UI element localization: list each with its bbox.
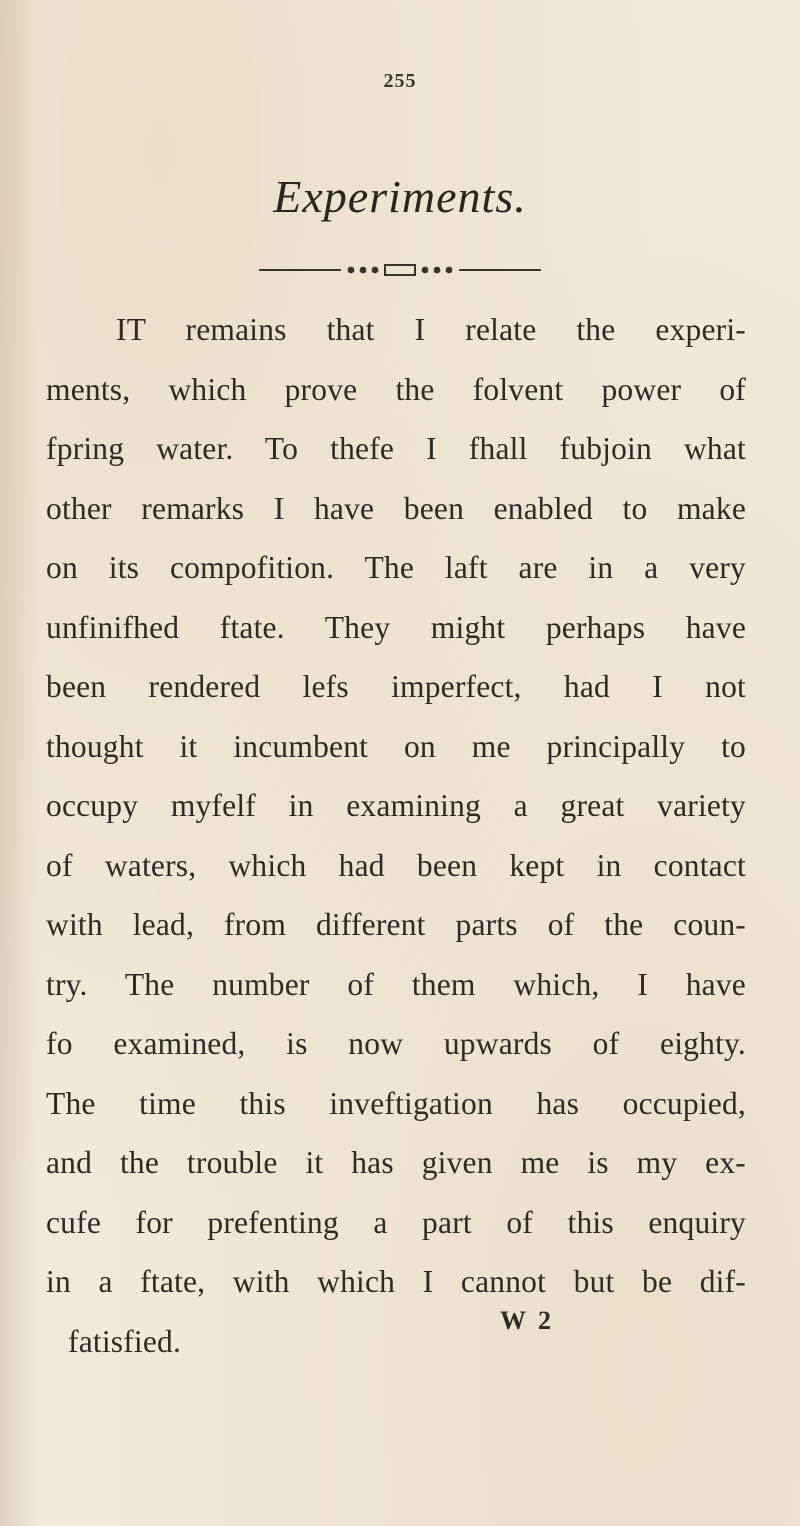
text-line: other remarks I have been enabled to make — [46, 490, 746, 526]
gutter-shadow — [0, 0, 40, 1526]
text-line: occupy myfelf in examining a great variety — [46, 788, 746, 823]
text-line: thought it incumbent on me principally to — [46, 728, 746, 764]
text-line: IT remains that I relate the experi- — [116, 312, 746, 347]
text-line: fo examined, is now upwards of eighty. — [46, 1026, 746, 1061]
decorative-rule — [255, 262, 545, 278]
text-line: unfinifhed ftate. They might perhaps have — [46, 609, 746, 645]
text-line: fpring water. To thefe I fhall fubjoin what — [46, 431, 746, 466]
page-title: Experiments. — [273, 171, 527, 222]
text-line: and the trouble it has given me is my ex- — [46, 1145, 746, 1180]
text-line: try. The number of them which, I have — [46, 966, 746, 1002]
text-line: cufe for prefenting a part of this enquiry — [46, 1204, 746, 1240]
page-number: 255 — [383, 70, 417, 92]
body-paragraph — [46, 300, 746, 1371]
text-line: with lead, from different parts of the coun- — [46, 907, 746, 942]
text-line: been rendered lefs imperfect, had I not — [46, 669, 746, 704]
signature-mark: W 2 — [500, 1306, 555, 1335]
text-line: of waters, which had been kept in contact — [46, 847, 746, 883]
text-line: on its compofition. The laft are in a very — [46, 550, 746, 585]
text-line: The time this inveftigation has occupied, — [46, 1085, 746, 1121]
text-line: fatisfied. — [68, 1323, 182, 1359]
text-line: ments, which prove the folvent power of — [46, 371, 746, 407]
text-line: in a ftate, with which I cannot but be dif- — [46, 1264, 746, 1299]
